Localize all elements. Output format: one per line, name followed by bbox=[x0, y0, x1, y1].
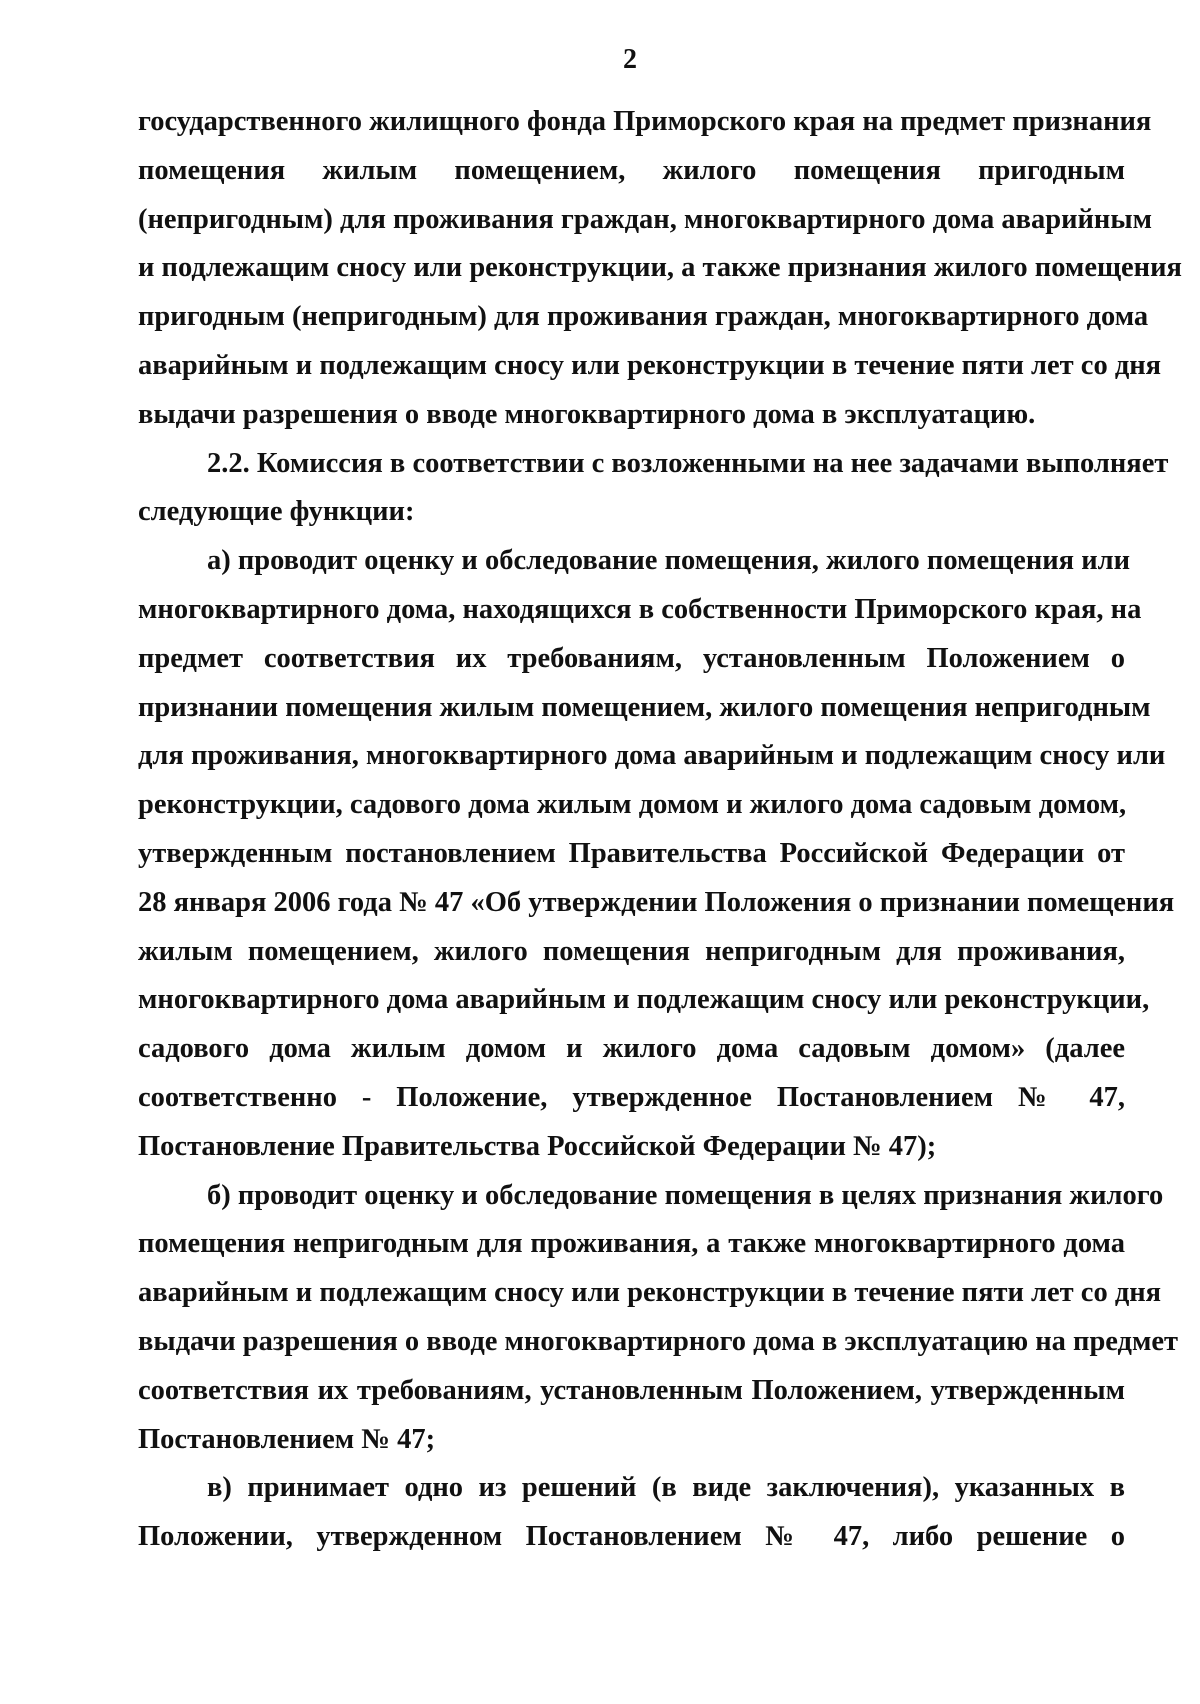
text-line: утвержденным постановлением Правительства Российской Федерации от bbox=[138, 837, 1125, 869]
text-line: для проживания, многоквартирного дома аварийным и подлежащим сносу или bbox=[138, 740, 1166, 772]
text-line: многоквартирного дома, находящихся в собственности Приморского края, на bbox=[138, 593, 1142, 625]
text-line: б) проводит оценку и обследование помещения в целях признания жилого bbox=[207, 1179, 1164, 1211]
page-number: 2 bbox=[623, 44, 637, 75]
text-line: выдачи разрешения о вводе многоквартирного дома в эксплуатацию. bbox=[138, 398, 1036, 430]
text-line: помещения жилым помещением, жилого помещения пригодным bbox=[138, 154, 1125, 186]
text-line: 2.2. Комиссия в соответствии с возложенными на нее задачами выполняет bbox=[207, 447, 1169, 479]
text-line: государственного жилищного фонда Приморского края на предмет признания bbox=[138, 106, 1152, 137]
text-line: аварийным и подлежащим сносу или реконструкции в течение пяти лет со дня bbox=[138, 349, 1162, 381]
text-line: предмет соответствия их требованиям, установленным Положением о bbox=[138, 642, 1125, 674]
text-line: помещения непригодным для проживания, а также многоквартирного дома bbox=[138, 1228, 1125, 1260]
text-line: Положении, утвержденном Постановлением № 47, либо решение о bbox=[138, 1521, 1125, 1553]
text-line: пригодным (непригодным) для проживания граждан, многоквартирного дома bbox=[138, 301, 1149, 333]
paragraph bbox=[138, 1172, 1179, 1465]
paragraph bbox=[138, 440, 1169, 538]
text-line: выдачи разрешения о вводе многоквартирного дома в эксплуатацию на предмет bbox=[138, 1325, 1179, 1357]
text-line: аварийным и подлежащим сносу или реконструкции в течение пяти лет со дня bbox=[138, 1277, 1162, 1309]
text-line: следующие функции: bbox=[138, 496, 415, 528]
text-line: жилым помещением, жилого помещения непригодным для проживания, bbox=[138, 935, 1125, 967]
text-line: и подлежащим сносу или реконструкции, а также признания жилого помещения bbox=[138, 252, 1182, 284]
text-line: а) проводит оценку и обследование помещения, жилого помещения или bbox=[207, 545, 1131, 577]
document-body bbox=[138, 98, 1182, 1562]
text-line: в) принимает одно из решений (в виде заключения), указанных в bbox=[207, 1472, 1125, 1504]
text-line: 28 января 2006 года № 47 «Об утверждении Положения о признании помещения bbox=[138, 886, 1175, 918]
text-line: Постановлением № 47; bbox=[138, 1423, 436, 1455]
text-line: соответственно - Положение, утвержденное Постановлением № 47, bbox=[138, 1081, 1125, 1113]
text-line: садового дома жилым домом и жилого дома садовым домом» (далее bbox=[138, 1033, 1125, 1065]
paragraph bbox=[138, 537, 1175, 1171]
text-line: Постановление Правительства Российской Федерации № 47); bbox=[138, 1130, 937, 1162]
text-line: соответствия их требованиям, установленным Положением, утвержденным bbox=[138, 1374, 1125, 1406]
text-line: реконструкции, садового дома жилым домом и жилого дома садовым домом, bbox=[138, 789, 1127, 821]
text-line: многоквартирного дома аварийным и подлежащим сносу или реконструкции, bbox=[138, 984, 1150, 1016]
paragraph bbox=[138, 1464, 1125, 1562]
text-line: признании помещения жилым помещением, жилого помещения непригодным bbox=[138, 691, 1151, 723]
paragraph bbox=[138, 98, 1182, 440]
text-line: (непригодным) для проживания граждан, многоквартирного дома аварийным bbox=[138, 203, 1152, 235]
